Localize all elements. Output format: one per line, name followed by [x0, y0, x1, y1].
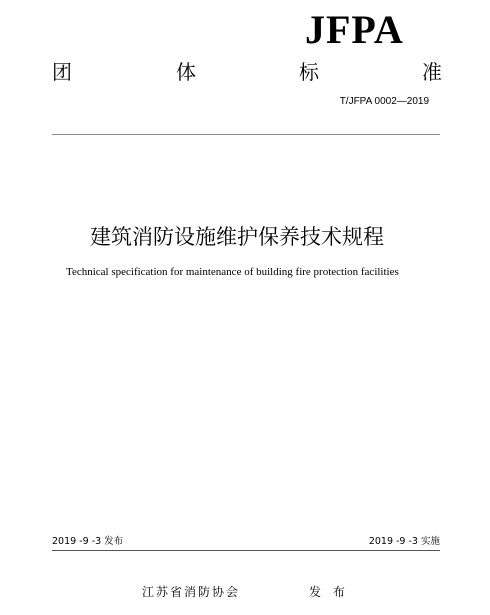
publish-label: 发 布 — [309, 585, 349, 599]
standard-type-char: 准 — [422, 60, 442, 84]
standard-type-char: 体 — [176, 60, 196, 84]
issue-date: 2019 -9 -3 发布 — [52, 536, 124, 547]
standard-number: T/JFPA 0002—2019 — [339, 96, 429, 107]
implementation-date: 2019 -9 -3 实施 — [368, 536, 440, 547]
standard-type-heading — [52, 58, 442, 86]
publisher-name: 江苏省消防协会 — [142, 585, 241, 599]
document-title-chinese: 建筑消防设施维护保养技术规程 — [90, 225, 384, 249]
document-title-english: Technical specification for maintenance of building fire protection facilities — [66, 266, 399, 278]
jfpa-logo: JFPA — [305, 7, 404, 52]
footer-divider — [52, 550, 440, 551]
standard-type-char: 标 — [299, 60, 319, 84]
standard-type-char: 团 — [52, 60, 72, 84]
header-divider — [52, 134, 440, 135]
